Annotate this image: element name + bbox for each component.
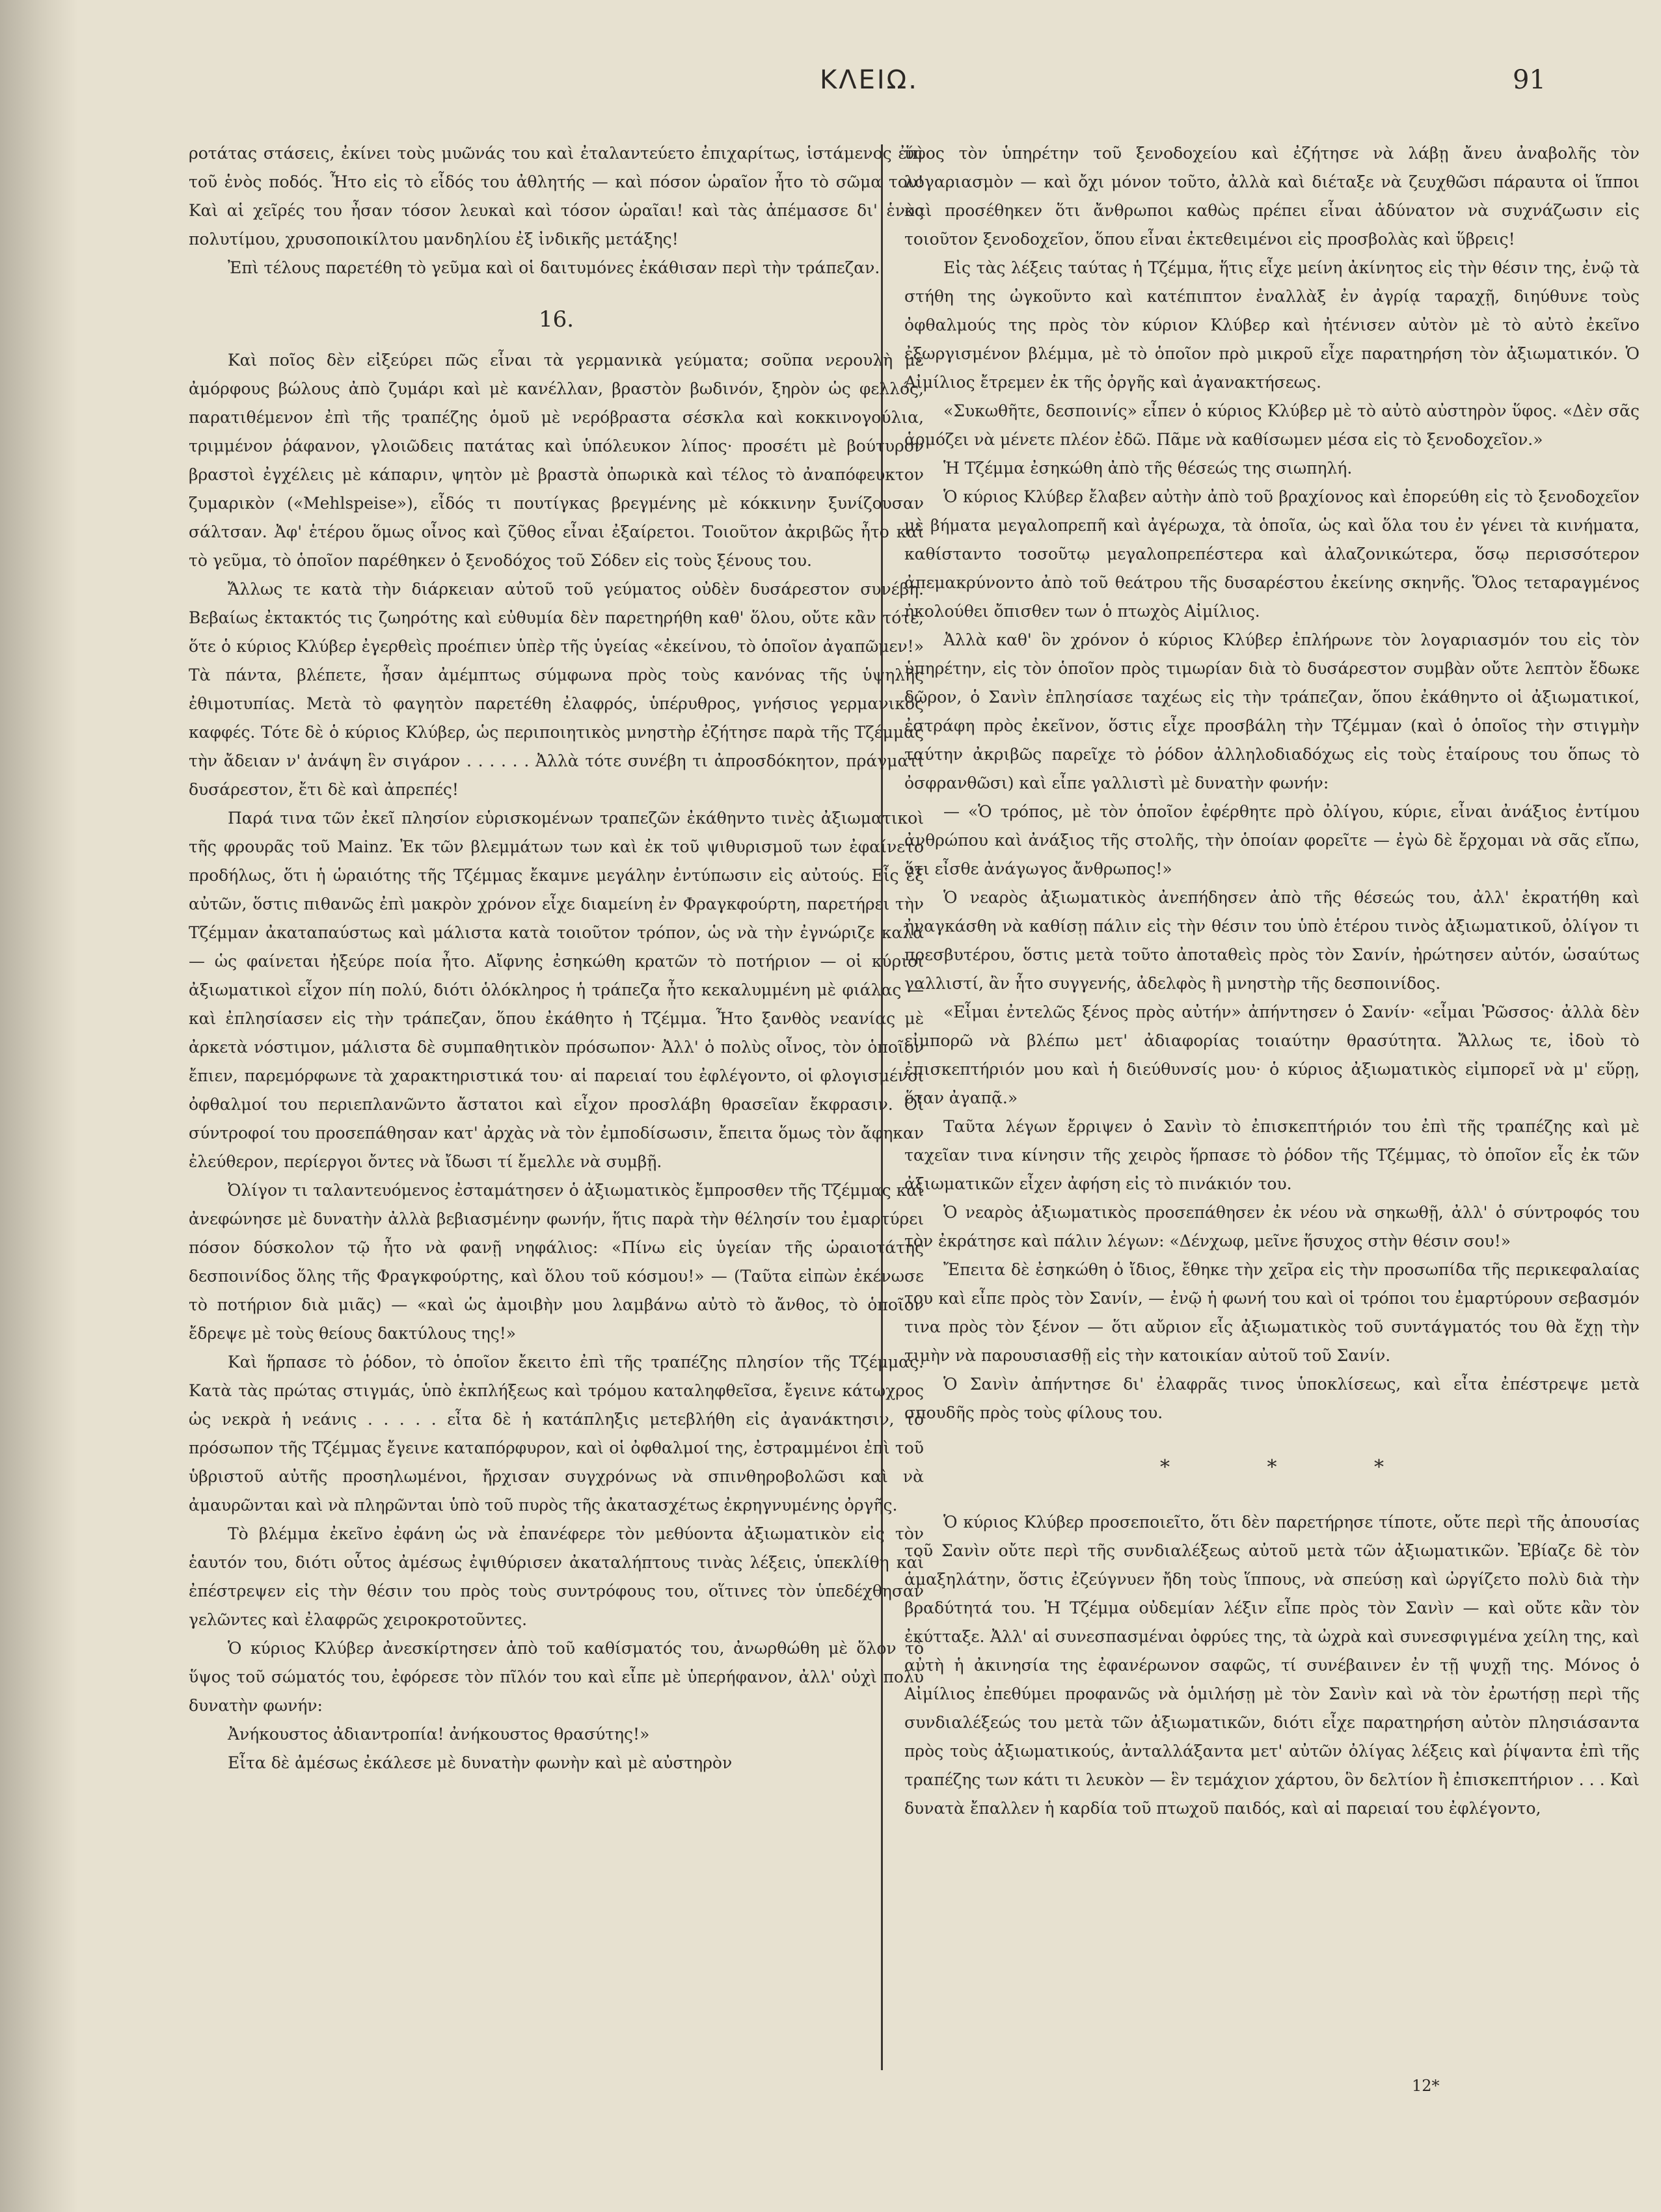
section-break-asterism: * * * [1159,1456,1430,1479]
page-number: 91 [1513,65,1546,95]
paragraph: Καὶ ἥρπασε τὸ ῥόδον, τὸ ὁποῖον ἔκειτο ἐπὶ τῆς τραπέζης πλησίον τῆς Τζέμμας. Κατὰ τὰς πρώτας στιγμάς, ὑπὸ ἐκπλήξεως καὶ τρόμου καταληφθεῖσα, ἔγεινε κάτωχρος ὡς νεκρὰ ἡ νεάνις . . . . . εἶτα δὲ ἡ κατάπληξις μετεβλήθη εἰς ἀγανάκτησιν, τὸ πρόσωπον τῆς Τζέμμας ἔγεινε καταπόρφυρον, καὶ οἱ ὀφθαλμοί της, ἐστραμμένοι ἐπὶ τοῦ ὑβριστοῦ αὐτῆς προσηλωμένοι, ἤρχισαν συγχρόνως νὰ σπινθηροβολῶσι καὶ νὰ ἀμαυρῶνται καὶ νὰ πληρῶνται ὑπὸ τοῦ πυρὸς τῆς ἀκατασχέτως ἐκρηγνυμένης ὀργῆς. [189,1353,924,1515]
page-header [0,59,1661,111]
paragraph: Εἰς τὰς λέξεις ταύτας ἡ Τζέμμα, ἥτις εἶχε μείνη ἀκίνητος εἰς τὴν θέσιν της, ἐνῷ τὰ στήθη της ὠγκοῦντο καὶ κατέπιπτον ἐναλλὰξ ἐν ἀγρίᾳ ταραχῇ, διηύθυνε τοὺς ὀφθαλμούς της πρὸς τὸν κύριον Κλύβερ καὶ ἠτένισεν αὐτὸν μὲ τὸ αὐτὸ ἐκεῖνο ἐξωργισμένον βλέμμα, μὲ τὸ ὁποῖον πρὸ μικροῦ εἶχε παρατηρήση τὸν ἀξιωματικόν. Ὁ Αἰμίλιος ἔτρεμεν ἐκ τῆς ὀργῆς καὶ ἀγανακτήσεως. [904,258,1640,392]
paragraph: «Εἶμαι ἐντελῶς ξένος πρὸς αὐτήν» ἀπήντησεν ὁ Σανίν· «εἶμαι Ῥῶσσος· ἀλλὰ δὲν εἰμπορῶ νὰ βλέπω μετ' ἀδιαφορίας τοιαύτην θρασύτητα. Ἄλλως τε, ἰδοὺ τὸ ἐπισκεπτήριόν μου καὶ ἡ διεύθυνσίς μου· ὁ κύριος ἀξιωματικὸς εἰμπορεῖ νὰ μ' εὕρῃ, ὅταν ἀγαπᾷ.» [904,1003,1640,1107]
running-title: ΚΛΕΙΩ. [820,65,919,95]
paragraph: Ἔπειτα δὲ ἐσηκώθη ὁ ἴδιος, ἔθηκε τὴν χεῖρα εἰς τὴν προσωπίδα τῆς περικεφαλαίας του καὶ εἶπε πρὸς τὸν Σανίν, — ἐνῷ ἡ φωνή του καὶ οἱ τρόποι του ἐμαρτύρουν σεβασμόν τινα πρὸς τὸν ξένον — ὅτι αὔριον εἷς ἀξιωματικὸς τοῦ συντάγματός του θὰ ἔχῃ τὴν τιμὴν νὰ παρουσιασθῇ εἰς τὴν κατοικίαν αὐτοῦ τοῦ Σανίν. [904,1260,1640,1365]
paragraph: Ὁ κύριος Κλύβερ ἀνεσκίρτησεν ἀπὸ τοῦ καθίσματός του, ἀνωρθώθη μὲ ὅλον τὸ ὕψος τοῦ σώματός του, ἐφόρεσε τὸν πῖλόν του καὶ εἶπε μὲ ὑπερήφανον, ἀλλ' οὐχὶ πολὺ δυνατὴν φωνήν: [189,1639,924,1715]
paragraph: Τὸ βλέμμα ἐκεῖνο ἐφάνη ὡς νὰ ἐπανέφερε τὸν μεθύοντα ἀξιωματικὸν εἰς τὸν ἑαυτόν του, διότι οὗτος ἀμέσως ἐψιθύρισεν ἀκαταλήπτους τινὰς λέξεις, ὑπεκλίθη καὶ ἐπέστρεψεν εἰς τὴν θέσιν του πρὸς τοὺς συντρόφους του, οἵτινες τὸν ὑπεδέχθησαν γελῶντες καὶ ἐλαφρῶς χειροκροτοῦντες. [189,1524,924,1629]
paragraph: Ταῦτα λέγων ἔρριψεν ὁ Σανὶν τὸ ἐπισκεπτήριόν του ἐπὶ τῆς τραπέζης καὶ μὲ ταχεῖαν τινα κίνησιν τῆς χειρὸς ἥρπασε τὸ ῥόδον τῆς Τζέμμας, τὸ ὁποῖον εἷς ἐκ τῶν ἀξιωματικῶν εἶχεν ἀφήση εἰς τὸ πινάκιόν του. [904,1117,1640,1193]
paragraph: — «Ὁ τρόπος, μὲ τὸν ὁποῖον ἐφέρθητε πρὸ ὀλίγου, κύριε, εἶναι ἀνάξιος ἐντίμου ἀνθρώπου καὶ ἀνάξιος τῆς στολῆς, τὴν ὁποίαν φορεῖτε — ἐγὼ δὲ ἔρχομαι νὰ σᾶς εἴπω, ὅτι εἶσθε ἀνάγωγος ἄνθρωπος!» [904,802,1640,878]
paragraph: Ἀλλὰ καθ' ὃν χρόνον ὁ κύριος Κλύβερ ἐπλήρωνε τὸν λογαριασμόν του εἰς τὸν ὑπηρέτην, εἰς τὸν ὁποῖον πρὸς τιμωρίαν διὰ τὸ δυσάρεστον συμβὰν οὔτε λεπτὸν ἔδωκε δῶρον, ὁ Σανὶν ἐπλησίασε ταχέως εἰς τὴν τράπεζαν, ὅπου ἐκάθηντο οἱ ἀξιωματικοί, ἐστράφη πρὸς ἐκεῖνον, ὅστις εἶχε προσβάλη τὴν Τζέμμαν (καὶ ὁ ὁποῖος τὴν στιγμὴν ταύτην ἀκριβῶς παρεῖχε τὸ ῥόδον ἀλληλοδιαδόχως εἰς τοὺς ἑταίρους του ὅπως τὸ ὀσφρανθῶσι) καὶ εἶπε γαλλιστὶ μὲ δυνατὴν φωνήν: [904,630,1640,792]
printer-signature-mark: 12* [1412,2077,1440,2095]
paragraph: Ἀνήκουστος ἀδιαντροπία! ἀνήκουστος θρασύτης!» [228,1725,650,1744]
paragraph: Ὁ Σανὶν ἀπήντησε δι' ἐλαφρᾶς τινος ὑποκλίσεως, καὶ εἶτα ἐπέστρεψε μετὰ σπουδῆς πρὸς τοὺς φίλους του. [904,1375,1640,1422]
paragraph: Ὁ κύριος Κλύβερ προσεποιεῖτο, ὅτι δὲν παρετήρησε τίποτε, οὔτε περὶ τῆς ἀπουσίας τοῦ Σανὶν οὔτε περὶ τῆς συνδιαλέξεως αὐτοῦ μετὰ τῶν ἀξιωματικῶν. Ἐβίαζε δὲ τὸν ἁμαξηλάτην, ὅστις ἐζεύγνυεν ἤδη τοὺς ἵππους, νὰ σπεύσῃ καὶ ὠργίζετο πολὺ διὰ τὴν βραδύτητά του. Ἡ Τζέμμα οὐδεμίαν λέξιν εἶπε πρὸς τὸν Σανὶν — καὶ οὔτε κἂν τὸν ἐκύτταξε. Ἀλλ' αἱ συνεσπασμέναι ὀφρύες της, τὰ ὠχρὰ καὶ συνεσφιγμένα χείλη της, καὶ αὐτὴ ἡ ἀκινησία της ἐφανέρωνον σαφῶς, τί συνέβαινεν ἐν τῇ ψυχῇ της. Μόνος ὁ Αἰμίλιος ἐπεθύμει προφανῶς νὰ ὁμιλήσῃ μὲ τὸν Σανὶν καὶ νὰ τὸν ἐρωτήσῃ περὶ τῆς συνδιαλέξεώς του μετὰ τῶν ἀξιωματικῶν, διότι εἶχε παρατηρήση αὐτὸν πλησιάσαντα πρὸς τοὺς ἀξιωματικούς, ἀνταλλάξαντα μετ' αὐτῶν ὀλίγας λέξεις καὶ ῥίψαντα ἐπὶ τῆς τραπέζης των κάτι τι λευκὸν — ἓν τεμάχιον χάρτου, ὃν δελτίον ἢ ἐπισκεπτήριον . . . Καὶ δυνατὰ ἔπαλλεν ἡ καρδία τοῦ πτωχοῦ παιδός, καὶ αἱ παρειαί του ἐφλέγοντο, [904,1513,1640,1818]
paragraph: Ἄλλως τε κατὰ τὴν διάρκειαν αὐτοῦ τοῦ γεύματος οὐδὲν δυσάρεστον συνέβη. Βεβαίως ἐκτακτός τις ζωηρότης καὶ εὐθυμία δὲν παρετηρήθη καθ' ὅλου, οὔτε κἂν τότε, ὅτε ὁ κύριος Κλύβερ ἐγερθεὶς προέπιεν ὑπὲρ τῆς ὑγείας «ἐκείνου, τὸ ὁποῖον ἀγαπῶμεν!» Τὰ πάντα, βλέπετε, ἦσαν ἀμέμπτως σύμφωνα πρὸς τοὺς κανόνας τῆς ὑψηλῆς ἐθιμοτυπίας. Μετὰ τὸ φαγητὸν παρετέθη ἐλαφρός, ὑπέρυθρος, γνήσιος γερμανικὸς καφφές. Τότε δὲ ὁ κύριος Κλύβερ, ὡς περιποιητικὸς μνηστὴρ ἐζήτησε παρὰ τῆς Τζέμμας τὴν ἄδειαν ν' ἀνάψη ἓν σιγάρον . . . . . . Ἀλλὰ τότε συνέβη τι ἀπροσδόκητον, πράγματι δυσάρεστον, ἔτι δὲ καὶ ἀπρεπές! [189,580,924,799]
section-number: 16. [538,306,574,332]
paragraph: Ἡ Τζέμμα ἐσηκώθη ἀπὸ τῆς θέσεώς της σιωπηλή. [943,459,1353,478]
paragraph: Ὁ κύριος Κλύβερ ἔλαβεν αὐτὴν ἀπὸ τοῦ βραχίονος καὶ ἐπορεύθη εἰς τὸ ξενοδοχεῖον μὲ βήματα μεγαλοπρεπῆ καὶ ἀγέρωχα, τὰ ὁποῖα, ὡς καὶ ὅλα του ἐν γένει τὰ κινήματα, καθίσταντο τοσοῦτῳ μεγαλοπρεπέστερα καὶ ἀλαζονικώτερα, ὅσῳ περισσότερον ἀπεμακρύνοντο ἀπὸ τοῦ θεάτρου τῆς δυσαρέστου ἐκείνης σκηνῆς. Ὅλος τεταραγμένος ἠκολούθει ὄπισθεν των ὁ πτωχὸς Αἰμίλιος. [904,487,1640,621]
left-paragraphs-before [189,139,924,282]
paragraph: ὕφος τὸν ὑπηρέτην τοῦ ξενοδοχείου καὶ ἐζήτησε νὰ λάβῃ ἄνευ ἀναβολῆς τὸν λογαριασμὸν — καὶ ὄχι μόνον τοῦτο, ἀλλὰ καὶ διέταξε νὰ ζευχθῶσι πάραυτα οἱ ἵπποι καὶ προσέθηκεν ὅτι ἄνθρωποι καθὼς πρέπει εἶναι ἀδύνατον νὰ συχνάζωσιν εἰς τοιοῦτον ξενοδοχεῖον, ὅπου εἶναι ἐκτεθειμένοι εἰς προσβολὰς καὶ ὕβρεις! [904,144,1640,249]
binding-shadow [0,0,78,2212]
paragraph: Ὀλίγον τι ταλαντευόμενος ἐσταμάτησεν ὁ ἀξιωματικὸς ἔμπροσθεν τῆς Τζέμμας καὶ ἀνεφώνησε μὲ δυνατὴν ἀλλὰ βεβιασμένην φωνήν, ἥτις παρὰ τὴν θέλησίν του ἐμαρτύρει πόσον δύσκολον τῷ ἦτο νὰ φανῇ νηφάλιος: «Πίνω εἰς ὑγείαν τῆς ὡραιοτάτης δεσποινίδος ὅλης τῆς Φραγκφούρτης, καὶ ὅλου τοῦ κόσμου!» — (Ταῦτα εἰπὼν ἐκένωσε τὸ ποτήριον διὰ μιᾶς) — «καὶ ὡς ἀμοιβὴν μου λαμβάνω αὐτὸ τὸ ἄνθος, τὸ ὁποῖον ἔδρεψε μὲ τοὺς θείους δακτύλους της!» [189,1181,924,1343]
right-paragraphs-before [904,139,1640,1427]
paragraph: Καὶ ποῖος δὲν εἰξεύρει πῶς εἶναι τὰ γερμανικὰ γεύματα; σοῦπα νερουλὴ μὲ ἀμόρφους βώλους ἀπὸ ζυμάρι καὶ μὲ κανέλλαν, βραστὸν βωδινόν, ξηρὸν ὡς φελλός, παρατιθέμενον ἐπὶ τῆς τραπέζης ὁμοῦ μὲ νερόβραστα σέσκλα καὶ κοκκινογούλια, τριμμένον ῥάφανον, γλοιῶδεις πατάτας καὶ ὑπόλευκον λίπος· προσέτι μὲ βούτυρον βραστοὶ ἐγχέλεις μὲ κάπαριν, ψητὸν μὲ βραστὰ ὀπωρικὰ καὶ τέλος τὸ ἀναπόφευκτον ζυμαρικὸν («Mehlspeise»), εἶδός τι πουτίγκας βρεγμένης μὲ κόκκινην ξυνίζουσαν σάλτσαν. Ἀφ' ἑτέρου ὅμως οἶνος καὶ ζῦθος εἶναι ἐξαίρετοι. Τοιοῦτον ἀκριβῶς ἦτο καὶ τὸ γεῦμα, τὸ ὁποῖον παρέθηκεν ὁ ξενοδόχος τοῦ Σόδεν εἰς τοὺς ξένους του. [189,351,924,570]
paragraph: Εἶτα δὲ ἀμέσως ἐκάλεσε μὲ δυνατὴν φωνὴν καὶ μὲ αὐστηρὸν [228,1753,733,1772]
paragraph: Ἐπὶ τέλους παρετέθη τὸ γεῦμα καὶ οἱ δαιτυμόνες ἐκάθισαν περὶ τὴν τράπεζαν. [228,258,880,277]
paragraph: ροτάτας στάσεις, ἐκίνει τοὺς μυῶνάς του καὶ ἐταλαντεύετο ἐπιχαρίτως, ἱστάμενος ἐπὶ τοῦ ἑνὸς ποδός. Ἦτο εἰς τὸ εἶδός του ἀθλητής — καὶ πόσον ὡραῖον ἦτο τὸ σῶμα του! Καὶ αἱ χεῖρές του ἦσαν τόσον λευκαὶ καὶ τόσον ὡραῖαι! καὶ τὰς ἀπέμασσε δι' ἑνὸς πολυτίμου, χρυσοποικίλτου μανδηλίου ἐξ ἰνδικῆς μετάξης! [189,144,924,249]
paragraph: Παρά τινα τῶν ἐκεῖ πλησίον εὑρισκομένων τραπεζῶν ἐκάθηντο τινὲς ἀξιωματικοὶ τῆς φρουρᾶς τοῦ Mainz. Ἐκ τῶν βλεμμάτων των καὶ ἐκ τοῦ ψιθυρισμοῦ των ἐφαίνετο προδήλως, ὅτι ἡ ὡραιότης τῆς Τζέμμας ἔκαμνε μεγάλην ἐντύπωσιν εἰς αὐτούς. Εἷς ἐξ αὐτῶν, ὅστις πιθανῶς ἐπὶ μακρὸν χρόνον εἶχε διαμείνη ἐν Φραγκφούρτη, παρετήρει τὴν Τζέμμαν ἀκαταπαύστως καὶ μάλιστα κατὰ τοιοῦτον τρόπον, ὡς νὰ τὴν ἐγνώριζε καλὰ — ὡς φαίνεται ἠξεύρε ποία ἦτο. Αἴφνης ἐσηκώθη κρατῶν τὸ ποτήριον — οἱ κύριοι ἀξιωματικοὶ εἶχον πίη πολύ, διότι ὁλόκληρος ἡ τράπεζα ἦτο κεκαλυμμένη μὲ φιάλας — καὶ ἐπλησίασεν εἰς τὴν τράπεζαν, ὅπου ἐκάθητο ἡ Τζέμμα. Ἦτο ξανθὸς νεανίας μὲ ἀρκετὰ νόστιμον, μάλιστα δὲ συμπαθητικὸν πρόσωπον· Ἀλλ' ὁ πολὺς οἶνος, τὸν ὁποῖον ἔπιεν, παρεμόρφωνε τὰ χαρακτηριστικά του· αἱ παρειαί του ἐφλέγοντο, οἱ φλογισμένοι ὀφθαλμοί του περιεπλανῶντο ἄστατοι καὶ εἶχον προσλάβη θρασεῖαν ἔκφρασιν. Οἱ σύντροφοί του προσεπάθησαν κατ' ἀρχὰς νὰ τὸν ἐμποδίσωσιν, ἔπειτα ὅμως τὸν ἄφηκαν ἐλεύθερον, περίεργοι ὄντες νὰ ἴδωσι τί ἔμελλε νὰ συμβῇ. [189,809,924,1171]
right-paragraphs-after [904,1508,1640,1823]
paragraph: Ὁ νεαρὸς ἀξιωματικὸς ἀνεπήδησεν ἀπὸ τῆς θέσεώς του, ἀλλ' ἐκρατήθη καὶ ἠναγκάσθη νὰ καθίσῃ πάλιν εἰς τὴν θέσιν του ὑπὸ ἑτέρου τινὸς ἀξιωματικοῦ, ὀλίγον τι πρεσβυτέρου, ὅστις μετὰ τοῦτο ἀποταθεὶς πρὸς τὸν Σανίν, ἠρώτησεν αὐτόν, ὡσαύτως γαλλιστί, ἂν ἦτο συγγενής, ἀδελφὸς ἢ μνηστὴρ τῆς δεσποινίδος. [904,888,1640,993]
left-column [189,139,924,1777]
paragraph: «Συκωθῆτε, δεσποινίς» εἶπεν ὁ κύριος Κλύβερ μὲ τὸ αὐτὸ αὐστηρὸν ὕφος. «Δὲν σᾶς ἁρμόζει νὰ μένετε πλέον ἐδῶ. Πᾶμε νὰ καθίσωμεν μέσα εἰς τὸ ξενοδοχεῖον.» [904,401,1640,449]
left-paragraphs-after [189,346,924,1777]
paragraph: Ὁ νεαρὸς ἀξιωματικὸς προσεπάθησεν ἐκ νέου νὰ σηκωθῇ, ἀλλ' ὁ σύντροφός του τὸν ἐκράτησε καὶ πάλιν λέγων: «Δένχωφ, μεῖνε ἥσυχος στὴν θέσιν σου!» [904,1203,1640,1250]
right-column [904,139,1640,1823]
